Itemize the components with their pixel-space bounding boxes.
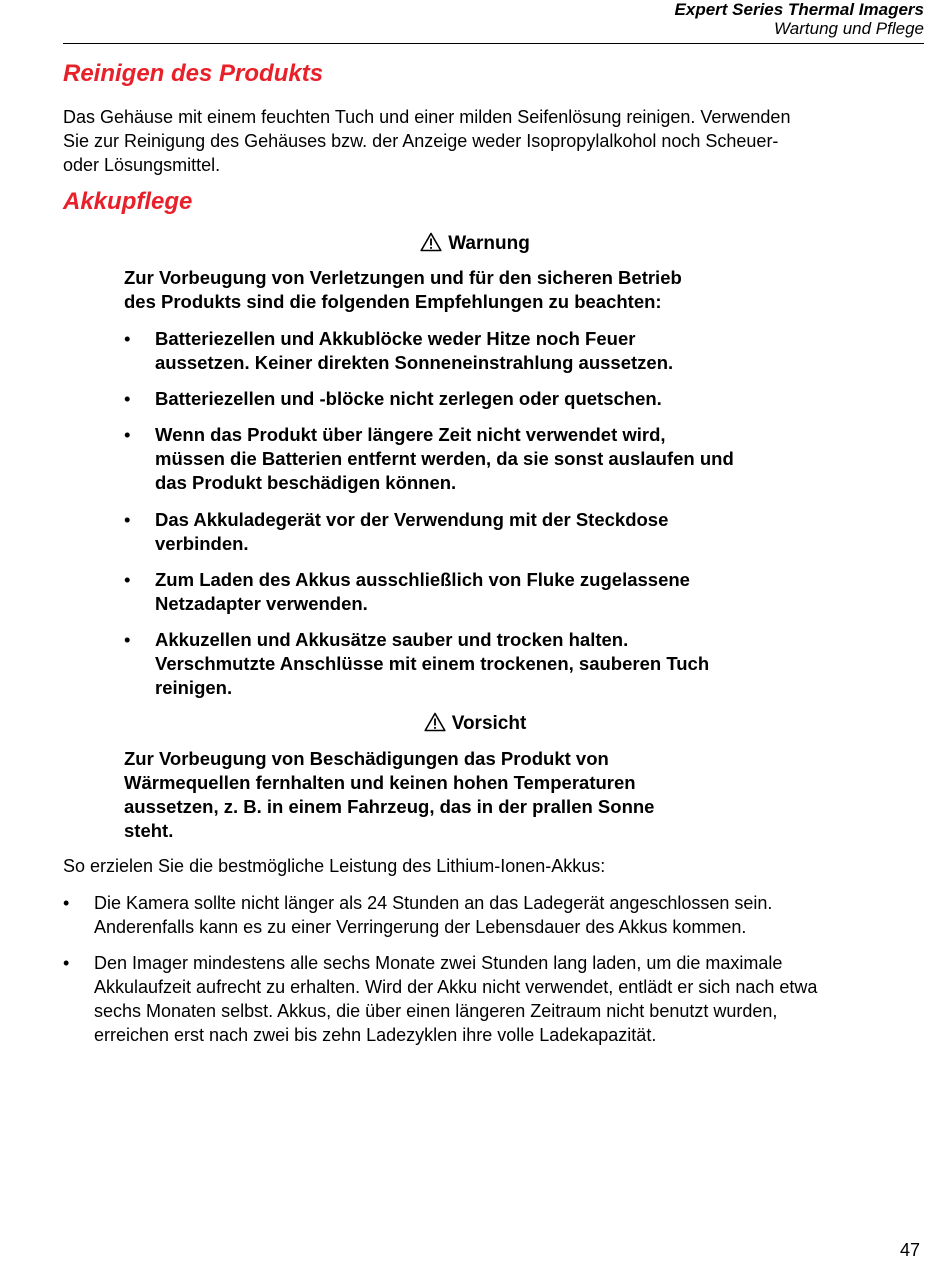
list-item-line: Die Kamera sollte nicht länger als 24 Stunden an das Ladegerät angeschlossen sein. (94, 893, 773, 913)
list-item-line: müssen die Batterien entfernt werden, da sie sonst auslaufen und (155, 448, 734, 469)
cleaning-line: oder Lösungsmittel. (63, 155, 221, 175)
list-item-line: Verschmutzte Anschlüsse mit einem trockenen, sauberen Tuch (155, 653, 710, 674)
caution-label: Vorsicht (451, 713, 527, 734)
list-item-line: Batteriezellen und -blöcke nicht zerlegen oder quetschen. (155, 388, 662, 409)
running-header (675, 0, 924, 38)
bullet: • (124, 509, 131, 530)
warning-heading (0, 232, 950, 255)
list-item-line: reinigen. (155, 677, 233, 698)
caution-line: aussetzen, z. B. in einem Fahrzeug, das in der prallen Sonne (124, 796, 655, 817)
warning-intro-line: Zur Vorbeugung von Verletzungen und für den sicheren Betrieb (124, 267, 682, 288)
bullet: • (124, 424, 131, 445)
warning-triangle-icon (424, 712, 446, 732)
list-item-line: Anderenfalls kann es zu einer Verringerung der Lebensdauer des Akkus kommen. (94, 917, 747, 937)
bullet: • (124, 629, 131, 650)
warning-label: Warnung (448, 233, 530, 254)
caution-line: steht. (124, 820, 174, 841)
list-item-line: Zum Laden des Akkus ausschließlich von Fluke zugelassene (155, 569, 690, 590)
list-item-line: Den Imager mindestens alle sechs Monate zwei Stunden lang laden, um die maximale (94, 953, 783, 973)
caution-paragraph (124, 747, 824, 843)
list-item-line: erreichen erst nach zwei bis zehn Ladezyklen ihre volle Ladekapazität. (94, 1025, 657, 1045)
list-item-line: Das Akkuladegerät vor der Verwendung mit der Steckdose (155, 509, 669, 530)
header-subtitle: Wartung und Pflege (774, 19, 924, 38)
list-item-line: sechs Monaten selbst. Akkus, die über einen längeren Zeitraum nicht benutzt wurden, (94, 1001, 778, 1021)
warning-intro (124, 266, 824, 314)
header-divider (63, 43, 924, 44)
caution-line: Zur Vorbeugung von Beschädigungen das Produkt von (124, 748, 609, 769)
list-item-line: verbinden. (155, 533, 249, 554)
cleaning-line: Sie zur Reinigung des Gehäuses bzw. der Anzeige weder Isopropylalkohol noch Scheuer- (63, 131, 779, 151)
performance-intro: So erzielen Sie die bestmögliche Leistung des Lithium-Ionen-Akkus: (63, 856, 606, 876)
bullet: • (63, 953, 70, 973)
list-item-line: Netzadapter verwenden. (155, 593, 368, 614)
list-item-line: Wenn das Produkt über längere Zeit nicht verwendet wird, (155, 424, 666, 445)
warning-triangle-icon (420, 232, 442, 252)
list-item-line: Batteriezellen und Akkublöcke weder Hitze noch Feuer (155, 328, 636, 349)
list-item-line: aussetzen. Keiner direkten Sonneneinstrahlung aussetzen. (155, 352, 674, 373)
bullet: • (124, 328, 131, 349)
page-number: 47 (899, 1240, 920, 1260)
warning-intro-line: des Produkts sind die folgenden Empfehlungen zu beachten: (124, 291, 662, 312)
heading-cleaning: Reinigen des Produkts (63, 60, 324, 87)
list-item-line: Akkuzellen und Akkusätze sauber und trocken halten. (155, 629, 629, 650)
bullet: • (124, 388, 131, 409)
list-item-line: Akkulaufzeit aufrecht zu erhalten. Wird der Akku nicht verwendet, entlädt er sich nach etwa (94, 977, 818, 997)
heading-battery-care: Akkupflege (63, 188, 193, 215)
list-item-line: das Produkt beschädigen können. (155, 472, 457, 493)
cleaning-line: Das Gehäuse mit einem feuchten Tuch und einer milden Seifenlösung reinigen. Verwenden (63, 107, 791, 127)
bullet: • (124, 569, 131, 590)
cleaning-paragraph (63, 105, 913, 177)
caution-line: Wärmequellen fernhalten und keinen hohen Temperaturen (124, 772, 636, 793)
header-title: Expert Series Thermal Imagers (674, 0, 924, 19)
bullet: • (63, 893, 70, 913)
caution-heading (0, 712, 950, 735)
